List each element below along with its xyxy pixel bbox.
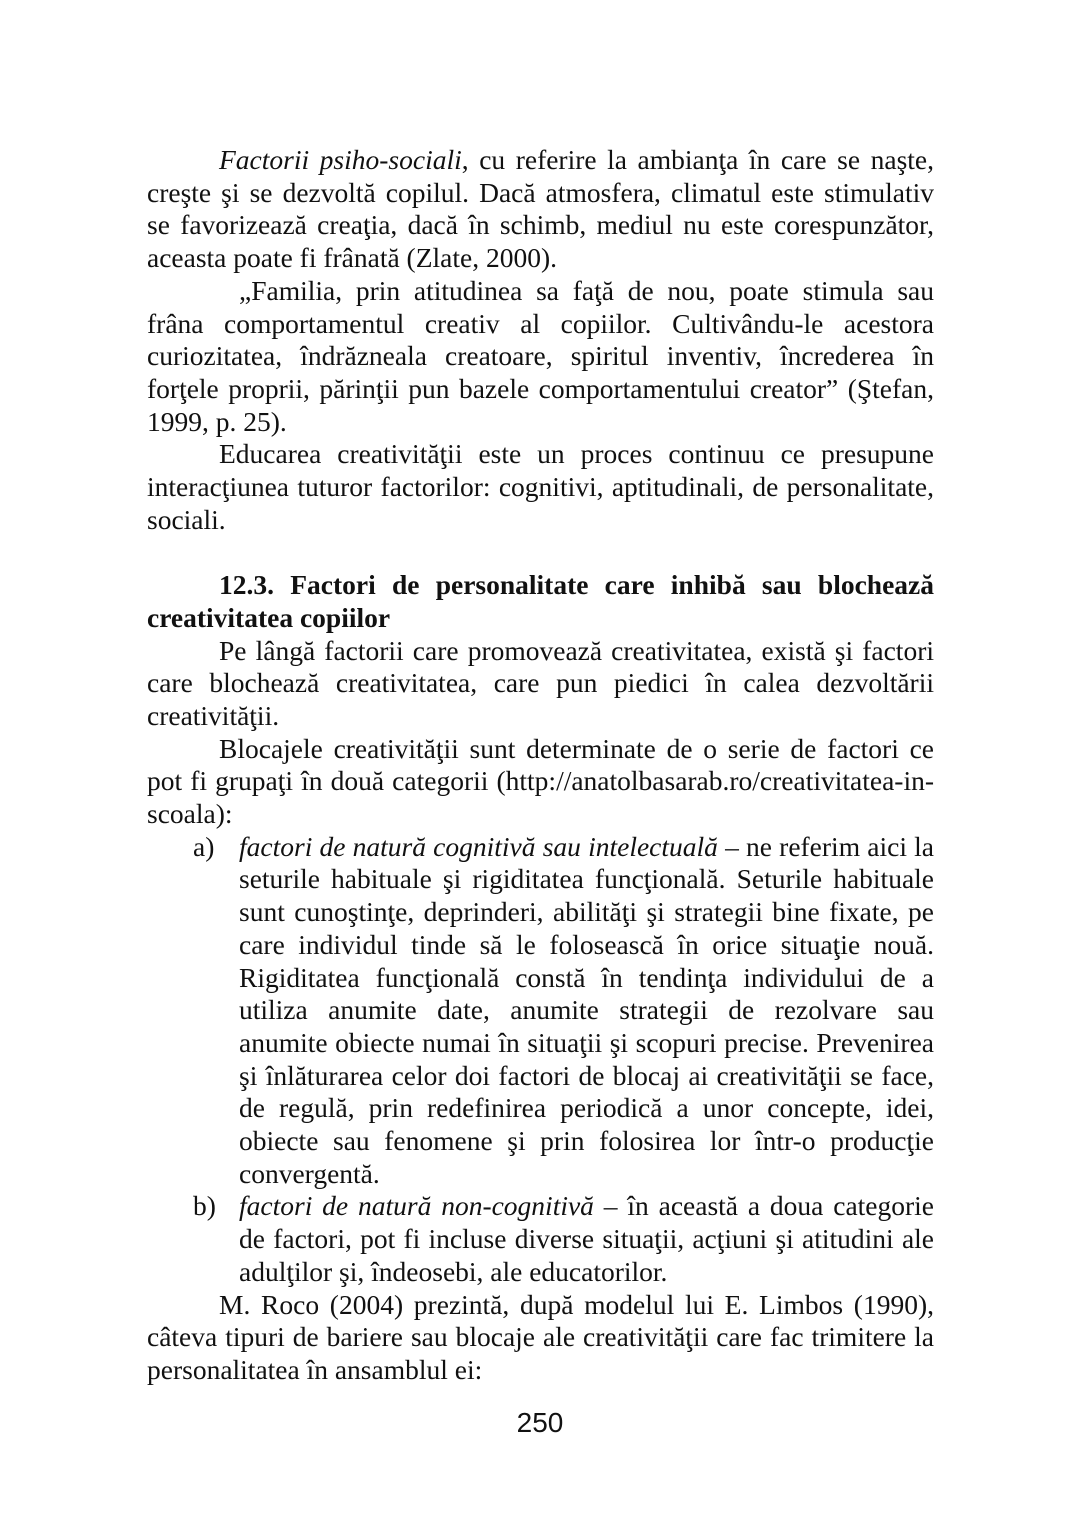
paragraph-quote-family: „Familia, prin atitudinea sa faţă de nou, poate stimula sau frâna comportamentul creativ al copiilor. Cultivându-le acestora curiozitatea, îndrăzneala creatoare, spiritul inventiv, încrederea în forţele proprii, părinţii pun bazele comportamentului creator” (Ştefan, 1999, p. 25).	[147, 274, 934, 437]
list-item-cognitive	[147, 831, 934, 1191]
paragraph-psycho-social-factors	[147, 144, 934, 275]
italic-term: factori de natură cognitivă sau intelectuală	[239, 830, 718, 862]
section-spacer	[147, 536, 934, 569]
paragraph-roco-barriers: M. Roco (2004) prezintă, după modelul lui E. Limbos (1990), câteva tipuri de bariere sau blocaje ale creativităţii care fac trimitere la personalitatea în ansamblul ei:	[147, 1288, 934, 1385]
page-body	[147, 144, 934, 1387]
paragraph-text: , cu referire la ambianţa în care se naşte, creşte şi se dezvoltă copilul. Dacă atmosfera, climatul este stimulativ se favorizează creaţia, dacă în schimb, mediul nu este corespunzător, aceasta poate fi frânată (Zlate, 2000).	[147, 144, 934, 274]
paragraph-blocks-categories: Blocajele creativităţii sunt determinate de o serie de factori ce pot fi grupaţi în două categorii (http://anatolbasarab.ro/creativitatea-in-scoala):	[147, 732, 934, 830]
list-marker: b)	[193, 1190, 216, 1222]
list-item-non-cognitive	[147, 1190, 934, 1288]
page-number: 250	[516, 1407, 564, 1438]
italic-term: factori de natură non-cognitivă	[239, 1190, 594, 1222]
list-marker: a)	[193, 830, 215, 862]
paragraph-education-creativity: Educarea creativităţii este un proces continuu ce presupune interacţiunea tuturor factorilor: cognitivi, aptitudinali, de personalitate, sociali.	[147, 438, 934, 535]
list-item-text: – în această a doua categorie de factori, pot fi incluse diverse situaţii, acţiuni şi atitudini ale adulţilor şi, îndeosebi, ale educatorilor.	[239, 1190, 934, 1287]
paragraph-blocking-factors: Pe lângă factorii care promovează creativitatea, există şi factori care blochează creativitatea, care pun piedici în calea dezvoltării creativităţii.	[147, 634, 934, 731]
list-item-text: – ne referim aici la seturile habituale şi rigiditatea funcţională. Seturile habituale sunt cunoştinţe, deprinderi, abilităţi şi strategii bine fixate, pe care individul tinde să le folosească în orice situaţie nouă. Rigiditatea funcţională constă în tendinţa individului de a utiliza anumite date, anumite strategii de rezolvare sau anumite obiecte numai în situaţii şi scopuri precise. Prevenirea şi înlăturarea celor doi factori de blocaj ai creativităţii se face, de regulă, prin redefinirea periodică a unor concepte, idei, obiecte sau fenomene şi prin folosirea lor într-o producţie convergentă.	[239, 830, 934, 1189]
section-heading: 12.3. Factori de personalitate care inhibă sau blochează creativitatea copiilor	[147, 569, 934, 633]
italic-term: Factorii psiho-sociali	[219, 144, 462, 175]
